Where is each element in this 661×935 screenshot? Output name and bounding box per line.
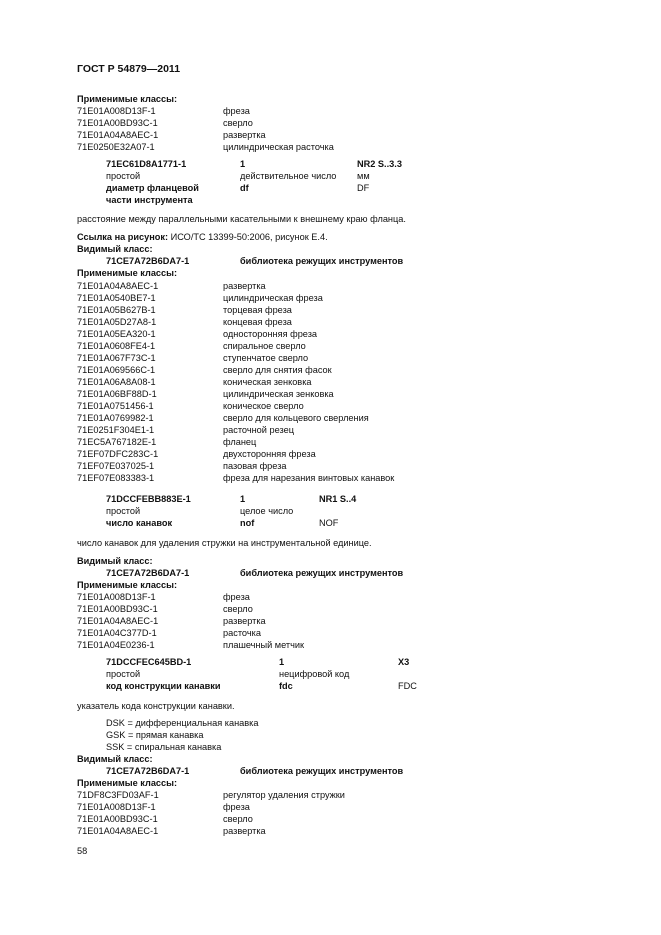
class-code: 71E01A00BD93C-1: [77, 814, 158, 824]
property-definition: расстояние между параллельными касательными к внешнему краю фланца.: [77, 214, 406, 224]
class-name: сверло: [223, 604, 253, 614]
class-code: 71E01A00BD93C-1: [77, 118, 158, 128]
class-code: 71E01A008D13F-1: [77, 592, 156, 602]
class-code: 71E01A008D13F-1: [77, 802, 156, 812]
property-kind: простой: [106, 506, 141, 516]
class-name: пазовая фреза: [223, 461, 287, 471]
class-name: развертка: [223, 281, 266, 291]
property-type: действительное число: [240, 171, 337, 181]
class-name: ступенчатое сверло: [223, 353, 309, 363]
property-code: DF: [357, 183, 370, 193]
class-name: цилиндрическая зенковка: [223, 389, 334, 399]
class-name: развертка: [223, 130, 266, 140]
visible-class-name: библиотека режущих инструментов: [240, 766, 404, 776]
class-name: концевая фреза: [223, 317, 292, 327]
property-name: число канавок: [106, 518, 173, 528]
figure-reference: [77, 231, 328, 243]
class-code: 71E01A067F73C-1: [77, 353, 156, 363]
class-code: 71E01A04E0236-1: [77, 640, 155, 650]
class-name: расточка: [223, 628, 261, 638]
class-name: сверло для кольцевого сверления: [223, 413, 369, 423]
class-code: 71E01A00BD93C-1: [77, 604, 158, 614]
class-code: 71E01A04C377D-1: [77, 628, 157, 638]
class-name: регулятор удаления стружки: [223, 790, 345, 800]
class-code: 71E01A0751456-1: [77, 401, 154, 411]
figure-reference-value: ИСО/ТС 13399-50:2006, рисунок Е.4.: [170, 232, 328, 242]
class-code: 71E01A04A8AEC-1: [77, 281, 159, 291]
applicable-classes-heading: Применимые классы:: [77, 268, 178, 278]
visible-class-id: 71CE7A72B6DA7-1: [106, 568, 190, 578]
class-name: цилиндрическая расточка: [223, 142, 334, 152]
class-name: сверло: [223, 118, 253, 128]
applicable-classes-heading: Применимые классы:: [77, 94, 178, 104]
property-symbol: df: [240, 183, 249, 193]
document-title: ГОСТ Р 54879—2011: [77, 63, 181, 75]
applicable-classes-heading: Применимые классы:: [77, 778, 178, 788]
class-name: односторонняя фреза: [223, 329, 318, 339]
visible-class-heading: Видимый класс:: [77, 754, 153, 764]
class-name: развертка: [223, 616, 266, 626]
property-type: нецифровой код: [279, 669, 350, 679]
class-name: фреза для нарезания винтовых канавок: [223, 473, 395, 483]
class-code: 71EF07E037025-1: [77, 461, 155, 471]
class-code: 71E01A05B627B-1: [77, 305, 156, 315]
class-code: 71E01A0769982-1: [77, 413, 154, 423]
class-name: развертка: [223, 826, 266, 836]
applicable-classes-heading: Применимые классы:: [77, 580, 178, 590]
class-name: торцевая фреза: [223, 305, 292, 315]
class-code: 71E01A06BF88D-1: [77, 389, 157, 399]
class-code: 71DF8C3FD03AF-1: [77, 790, 159, 800]
class-name: цилиндрическая фреза: [223, 293, 323, 303]
class-name: спиральное сверло: [223, 341, 306, 351]
property-name: диаметр фланцевой: [106, 183, 199, 193]
figure-reference-label: Ссылка на рисунок:: [77, 232, 169, 242]
property-count: 1: [279, 657, 285, 667]
property-ref: X3: [398, 657, 410, 667]
visible-class-id: 71CE7A72B6DA7-1: [106, 256, 190, 266]
class-name: плашечный метчик: [223, 640, 305, 650]
property-id: 71DCCFEC645BD-1: [106, 657, 192, 667]
class-code: 71E01A0540BE7-1: [77, 293, 156, 303]
class-code: 71E01A05EA320-1: [77, 329, 156, 339]
code-value: GSK = прямая канавка: [106, 730, 204, 740]
code-value: DSK = дифференциальная канавка: [106, 718, 259, 728]
property-code: NOF: [319, 518, 339, 528]
class-name: коническое сверло: [223, 401, 304, 411]
visible-class-name: библиотека режущих инструментов: [240, 568, 404, 578]
property-id: 71DCCFEBB883E-1: [106, 494, 191, 504]
class-code: 71E01A04A8AEC-1: [77, 826, 159, 836]
class-code: 71EF07DFC283C-1: [77, 449, 159, 459]
code-value: SSK = спиральная канавка: [106, 742, 222, 752]
class-code: 71E0251F304E1-1: [77, 425, 155, 435]
property-type: целое число: [240, 506, 294, 516]
visible-class-heading: Видимый класс:: [77, 244, 153, 254]
class-code: 71E01A0608FE4-1: [77, 341, 156, 351]
class-name: фреза: [223, 106, 250, 116]
class-name: коническая зенковка: [223, 377, 312, 387]
class-name: двухсторонняя фреза: [223, 449, 316, 459]
class-code: 71EC5A767182E-1: [77, 437, 157, 447]
property-symbol: nof: [240, 518, 255, 528]
page-number: 58: [77, 846, 88, 856]
class-name: фреза: [223, 802, 250, 812]
property-symbol: fdc: [279, 681, 293, 691]
class-name: фланец: [223, 437, 257, 447]
property-kind: простой: [106, 669, 141, 679]
property-unit: мм: [357, 171, 370, 181]
visible-class-id: 71CE7A72B6DA7-1: [106, 766, 190, 776]
class-code: 71E0250E32A07-1: [77, 142, 155, 152]
class-code: 71E01A04A8AEC-1: [77, 616, 159, 626]
property-count: 1: [240, 494, 246, 504]
class-code: 71E01A05D27A8-1: [77, 317, 157, 327]
property-ref: NR2 S..3.3: [357, 159, 402, 169]
visible-class-heading: Видимый класс:: [77, 556, 153, 566]
property-definition: указатель кода конструкции канавки.: [77, 701, 235, 711]
property-count: 1: [240, 159, 246, 169]
property-id: 71EC61D8A1771-1: [106, 159, 187, 169]
property-kind: простой: [106, 171, 141, 181]
property-ref: NR1 S..4: [319, 494, 357, 504]
class-code: 71E01A04A8AEC-1: [77, 130, 159, 140]
class-code: 71E01A069566C-1: [77, 365, 156, 375]
class-name: сверло для снятия фасок: [223, 365, 332, 375]
class-name: расточной резец: [223, 425, 294, 435]
property-code: FDC: [398, 681, 417, 691]
class-code: 71EF07E083383-1: [77, 473, 155, 483]
class-name: фреза: [223, 592, 250, 602]
class-code: 71E01A008D13F-1: [77, 106, 156, 116]
property-definition: число канавок для удаления стружки на инструментальной единице.: [77, 538, 372, 548]
class-code: 71E01A06A8A08-1: [77, 377, 156, 387]
class-name: сверло: [223, 814, 253, 824]
property-name-continued: части инструмента: [106, 195, 193, 205]
property-name: код конструкции канавки: [106, 681, 221, 691]
visible-class-name: библиотека режущих инструментов: [240, 256, 404, 266]
